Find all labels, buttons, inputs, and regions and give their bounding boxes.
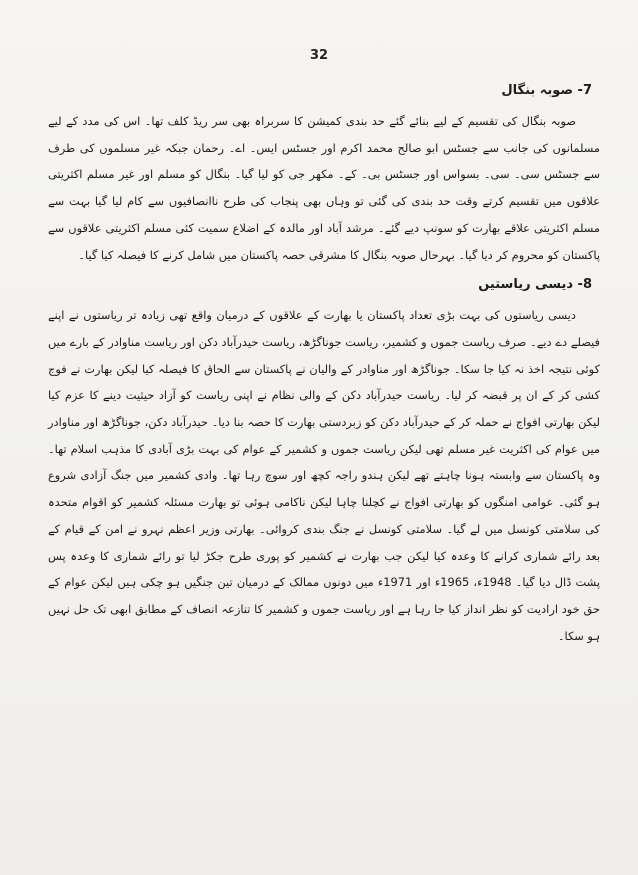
page-number: 32 xyxy=(309,48,329,63)
page-content xyxy=(48,78,600,653)
section-heading-princely-states: 8- دیسی ریاستیں xyxy=(478,277,592,293)
section-body-princely-states: دیسی ریاستوں کی بہت بڑی تعداد پاکستان یا بھارت کے علاقوں کے درمیان واقع تھی زیادہ تر ریاستوں نے اپنے فیصلے دے دیے۔ صرف ریاست جموں و کشمیر، ریاست جوناگڑھ، ریاست حیدرآباد دکن اور ریاست مناوادر کے بارے میں کوئی نتیجہ اخذ نہ کیا جا سکا۔ جوناگڑھ اور مناوادر کے والیان نے پاکستان سے الحاق کا فیصلہ کیا لیکن بھارت نے فوج کشی کر کے ان پر قبضہ کر لیا۔ ریاست حیدرآباد دکن کے والی نظام نے اپنی ریاست کو آزاد حیثیت دینے کا عزم کیا لیکن بھارتی افواج نے حملہ کر کے حیدرآباد دکن کو زبردستی بھارت کا حصہ بنا دیا۔ حیدرآباد دکن، جوناگڑھ اور مناوادر میں عوام کی اکثریت غیر مسلم تھی لیکن ریاست جموں و کشمیر کے عوام کی بہت بڑی آبادی کا مذہب اسلام تھا۔ وہ پاکستان سے وابستہ ہونا چاہتے تھے لیکن ہندو راجہ کچھ اور سوچ رہا تھا۔ وادی کشمیر میں جنگ آزادی شروع ہو گئی۔ عوامی امنگوں کو بھارتی افواج نے کچلنا چاہا لیکن ناکامی ہوئی تو بھارت مسئلہ کشمیر کو اقوام متحدہ کی سلامتی کونسل میں لے گیا۔ سلامتی کونسل نے جنگ بندی کروائی۔ بھارتی وزیر اعظم نہرو نے امن کے قیام کے بعد رائے شماری کرانے کا وعدہ کیا لیکن جب بھارت نے کشمیر کو پوری طرح جکڑ لیا تو رائے شماری کا وعدہ پس پشت ڈال دیا گیا۔ 1948ء، 1965ء اور 1971ء میں دونوں ممالک کے درمیان تین جنگیں ہو چکی ہیں لیکن عوام کے حق خود ارادیت کو نظر انداز کیا جا رہا ہے اور ریاست جموں و کشمیر کا تنازعہ انصاف کے مطابق ابھی تک حل نہیں ہو سکا۔ xyxy=(48,308,601,643)
section-heading-bengal: 7- صوبہ بنگال xyxy=(501,83,592,98)
section-body-bengal: صوبہ بنگال کی تقسیم کے لیے بنائے گئے حد بندی کمیشن کا سربراہ بھی سر ریڈ کلف تھا۔ اس کی مدد کے لیے مسلمانوں کی جانب سے جسٹس ابو صالح محمد اکرم اور جسٹس ایس۔ اے۔ رحمان جبکہ غیر مسلموں کی طرف سے جسٹس سی۔ سی۔ بسواس اور جسٹس بی۔ کے۔ مکھر جی کو لیا گیا۔ بنگال کو مسلم اور غیر مسلم اکثریتی علاقوں میں تقسیم کرتے وقت حد بندی کی گئی تو وہاں بھی پنجاب کی طرح ناانصافیوں سے کام لیا گیا بہت سے مسلم اکثریتی علاقے بھارت کو سونپ دیے گئے۔ مرشد آباد اور مالدہ کے اضلاع سمیت کئی مسلم اکثریتی علاقوں سے پاکستان کو محروم کر دیا گیا۔ بہرحال صوبہ بنگال کا مشرقی حصہ پاکستان میں شامل کرنے کا فیصلہ کیا گیا۔ xyxy=(48,114,600,262)
